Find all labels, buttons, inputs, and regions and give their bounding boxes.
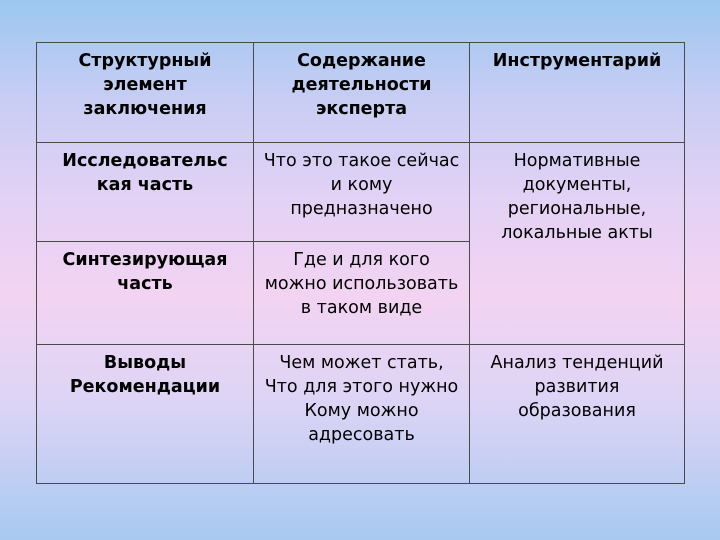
cell-trend-analysis: Анализ тенденций развития образования (470, 345, 685, 484)
content-line: Чем может стать, (279, 353, 444, 373)
cell-synthesizing-content: Где и для кого можно использовать в таком виде (254, 242, 470, 345)
table-header-row (37, 43, 685, 143)
header-structural-element: Структурный элемент заключения (37, 43, 254, 143)
content-line: Кому можно адресовать (304, 401, 419, 445)
cell-research-content: Что это такое сейчас и кому предназначено (254, 143, 470, 242)
cell-conclusions-content (254, 345, 470, 484)
cell-synthesizing-part: Синтезирующая часть (37, 242, 254, 345)
content-line: Что для этого нужно (264, 377, 459, 397)
cell-normative-documents: Нормативные документы, региональные, локальные акты (470, 143, 685, 345)
expert-conclusion-table (36, 42, 685, 484)
cell-conclusions-recommendations: Выводы Рекомендации (37, 345, 254, 484)
table-row (37, 345, 685, 484)
header-expert-activity: Содержание деятельности эксперта (254, 43, 470, 143)
table-row (37, 143, 685, 242)
header-tools: Инструментарий (470, 43, 685, 143)
cell-research-part: Исследовательс кая часть (37, 143, 254, 242)
